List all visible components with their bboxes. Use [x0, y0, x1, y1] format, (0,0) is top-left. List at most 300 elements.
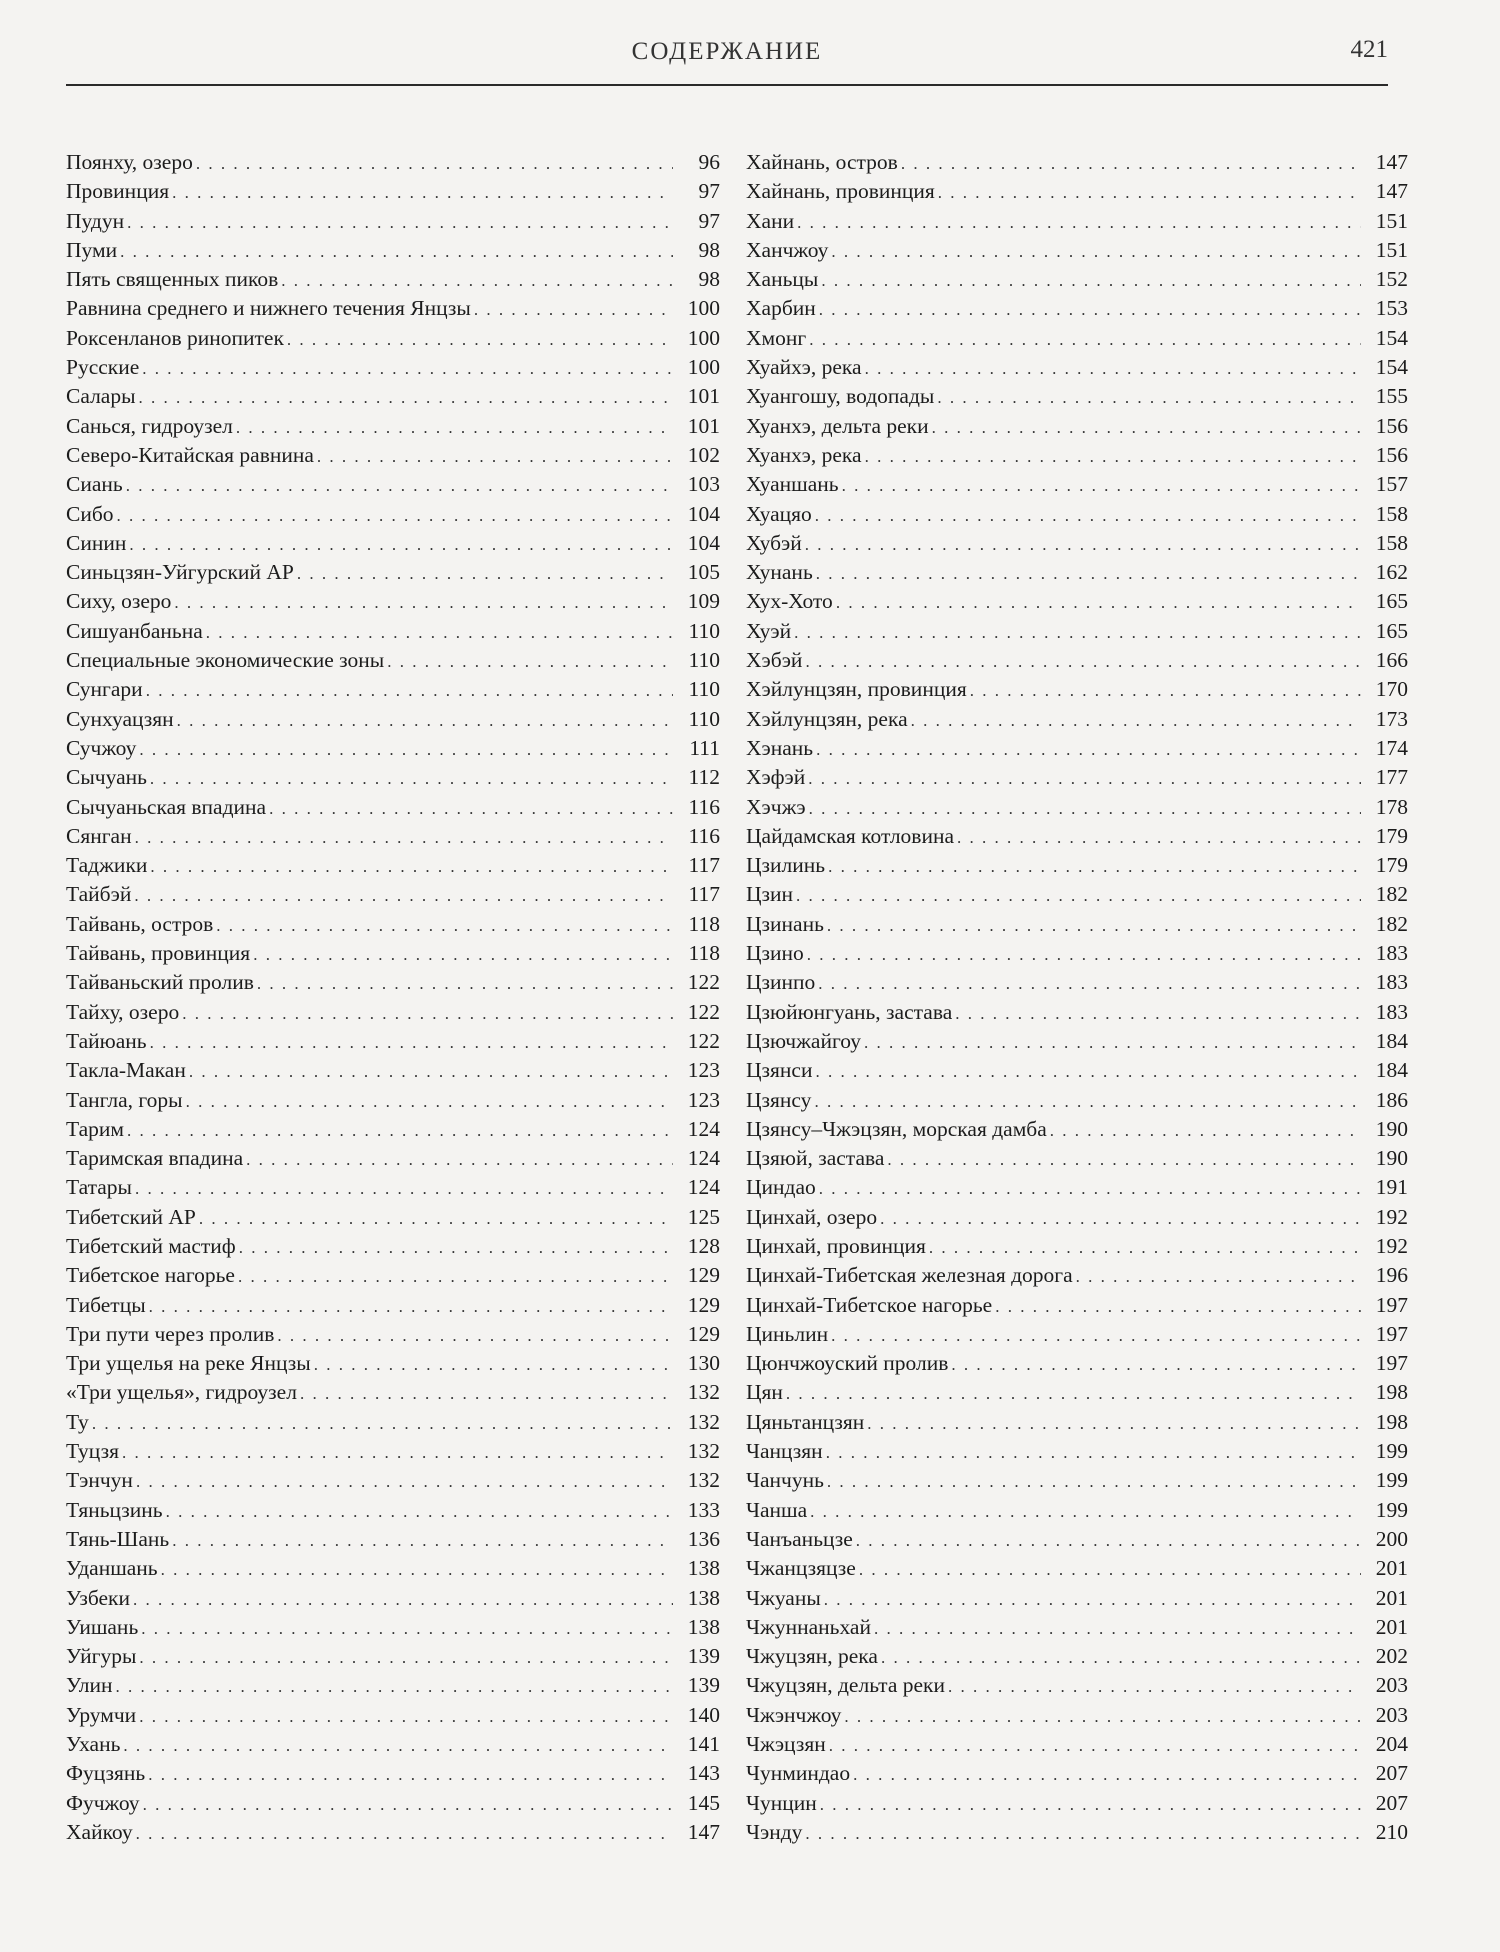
index-entry	[746, 177, 1408, 206]
index-entry	[746, 1437, 1408, 1466]
dot-leader	[172, 178, 673, 207]
dot-leader	[911, 706, 1361, 735]
entry-name: Ту	[66, 1409, 89, 1434]
index-entry	[66, 558, 720, 587]
dot-leader	[117, 501, 673, 530]
index-entry	[66, 529, 720, 558]
entry-name: Цзин	[746, 882, 794, 907]
entry-name: Уданшань	[66, 1556, 158, 1581]
entry-page-number: 104	[687, 501, 720, 526]
entry-name: Пуми	[66, 237, 118, 262]
entry-page-number: 128	[687, 1233, 720, 1258]
entry-page-number: 192	[1375, 1204, 1408, 1229]
index-entry	[746, 441, 1408, 470]
dot-leader	[317, 442, 673, 471]
entry-name: Чжуаны	[746, 1585, 821, 1610]
index-entry	[66, 705, 720, 734]
dot-leader	[139, 383, 673, 412]
index-entry	[746, 1115, 1408, 1144]
index-entry	[66, 1496, 720, 1525]
index-entry	[66, 1554, 720, 1583]
dot-leader	[807, 940, 1361, 969]
index-entry	[66, 734, 720, 763]
entry-page-number: 170	[1375, 677, 1408, 702]
entry-page-number: 98	[698, 237, 720, 262]
entry-name: Чэнду	[746, 1819, 803, 1844]
entry-name: Хэйлунцзян, провинция	[746, 677, 967, 702]
entry-page-number: 100	[687, 355, 720, 380]
index-entry	[66, 1261, 720, 1290]
dot-leader	[831, 1321, 1361, 1350]
page-number: 421	[1350, 36, 1388, 63]
entry-page-number: 155	[1375, 384, 1408, 409]
entry-name: Ханьцы	[746, 267, 819, 292]
entry-page-number: 132	[687, 1409, 720, 1434]
entry-page-number: 97	[698, 179, 720, 204]
index-entry	[746, 1613, 1408, 1642]
entry-name: Хайкоу	[66, 1819, 133, 1844]
dot-leader	[786, 1379, 1361, 1408]
entry-name: Синин	[66, 530, 127, 555]
entry-name: Три ущелья на реке Янцзы	[66, 1351, 311, 1376]
index-entry	[746, 851, 1408, 880]
dot-leader	[142, 354, 673, 383]
entry-page-number: 147	[687, 1819, 720, 1844]
dot-leader	[805, 1819, 1361, 1848]
index-entry	[746, 939, 1408, 968]
entry-name: Тибетцы	[66, 1292, 146, 1317]
entry-page-number: 122	[687, 1028, 720, 1053]
entry-name: Сычуаньская впадина	[66, 794, 267, 819]
index-entry	[746, 675, 1408, 704]
index-entry	[746, 1730, 1408, 1759]
entry-page-number: 179	[1375, 853, 1408, 878]
index-entry	[66, 793, 720, 822]
entry-page-number: 122	[687, 999, 720, 1024]
index-entry	[746, 207, 1408, 236]
entry-name: Тайбэй	[66, 882, 132, 907]
index-entry	[66, 1232, 720, 1261]
index-entry	[746, 1320, 1408, 1349]
dot-leader	[864, 1028, 1361, 1057]
index-entry	[66, 470, 720, 499]
dot-leader	[938, 178, 1361, 207]
dot-leader	[123, 1731, 673, 1760]
entry-page-number: 154	[1375, 325, 1408, 350]
entry-name: Санься, гидроузел	[66, 413, 233, 438]
dot-leader	[853, 1760, 1361, 1789]
index-entry	[66, 1144, 720, 1173]
dot-leader	[122, 1438, 673, 1467]
dot-leader	[314, 1350, 673, 1379]
index-entry	[746, 1291, 1408, 1320]
dot-leader	[824, 1585, 1361, 1614]
entry-name: Чанша	[746, 1497, 808, 1522]
index-entry	[66, 1613, 720, 1642]
dot-leader	[818, 969, 1361, 998]
entry-page-number: 174	[1375, 735, 1408, 760]
entry-name: Чжэцзян	[746, 1732, 826, 1757]
entry-page-number: 178	[1375, 794, 1408, 819]
entry-page-number: 202	[1375, 1644, 1408, 1669]
index-entry	[746, 412, 1408, 441]
index-entry	[746, 1525, 1408, 1554]
entry-name: Поянху, озеро	[66, 150, 193, 174]
entry-page-number: 165	[1375, 618, 1408, 643]
index-entry	[746, 1261, 1408, 1290]
index-entry	[746, 236, 1408, 265]
index-entry	[746, 1408, 1408, 1437]
dot-leader	[948, 1672, 1361, 1701]
entry-page-number: 190	[1375, 1146, 1408, 1171]
dot-leader	[821, 266, 1361, 295]
entry-name: Хмонг	[746, 325, 807, 350]
index-entry	[66, 412, 720, 441]
entry-page-number: 98	[698, 267, 720, 292]
entry-page-number: 124	[687, 1116, 720, 1141]
entry-name: Роксенланов ринопитек	[66, 325, 284, 350]
entry-name: Цюнчжоуский пролив	[746, 1351, 949, 1376]
entry-page-number: 109	[687, 589, 720, 614]
entry-name: Цзино	[746, 941, 804, 966]
entry-name: Пудун	[66, 208, 125, 233]
entry-page-number: 198	[1375, 1380, 1408, 1405]
dot-leader	[957, 823, 1361, 852]
entry-name: Цинхай, провинция	[746, 1233, 926, 1258]
entry-name: Синьцзян-Уйгурский АР	[66, 560, 294, 585]
entry-page-number: 132	[687, 1468, 720, 1493]
index-entry	[746, 1378, 1408, 1407]
entry-name: Хайнань, остров	[746, 150, 898, 174]
entry-page-number: 125	[687, 1204, 720, 1229]
dot-leader	[794, 618, 1361, 647]
dot-leader	[166, 1497, 673, 1526]
dot-leader	[127, 208, 673, 237]
index-entry	[746, 1086, 1408, 1115]
entry-name: Тибетский АР	[66, 1204, 196, 1229]
dot-leader	[277, 1321, 673, 1350]
entry-page-number: 177	[1375, 765, 1408, 790]
index-entry	[746, 353, 1408, 382]
index-entry	[746, 1584, 1408, 1613]
index-entry	[746, 646, 1408, 675]
dot-leader	[1076, 1262, 1361, 1291]
dot-leader	[827, 1467, 1361, 1496]
dot-leader	[281, 266, 673, 295]
dot-leader	[257, 969, 673, 998]
index-entry	[66, 675, 720, 704]
index-entry	[66, 236, 720, 265]
dot-leader	[139, 735, 673, 764]
entry-name: Чжанцзяцзе	[746, 1556, 856, 1581]
entry-name: Тангла, горы	[66, 1087, 183, 1112]
entry-page-number: 158	[1375, 501, 1408, 526]
dot-leader	[126, 471, 673, 500]
dot-leader	[239, 1233, 673, 1262]
dot-leader	[134, 881, 673, 910]
entry-page-number: 199	[1375, 1497, 1408, 1522]
entry-name: Русские	[66, 355, 140, 380]
index-entry	[66, 587, 720, 616]
entry-page-number: 118	[688, 941, 720, 966]
index-entry	[746, 1554, 1408, 1583]
index-entry	[66, 265, 720, 294]
entry-name: Улин	[66, 1673, 113, 1698]
dot-leader	[874, 1614, 1361, 1643]
dot-leader	[865, 442, 1361, 471]
entry-page-number: 112	[688, 765, 720, 790]
dot-leader	[177, 706, 673, 735]
entry-name: Фуцзянь	[66, 1761, 146, 1786]
entry-page-number: 139	[687, 1644, 720, 1669]
entry-page-number: 139	[687, 1673, 720, 1698]
entry-page-number: 200	[1375, 1526, 1408, 1551]
index-entry	[66, 1056, 720, 1085]
dot-leader	[867, 1409, 1361, 1438]
entry-page-number: 124	[687, 1175, 720, 1200]
entry-page-number: 101	[687, 413, 720, 438]
dot-leader	[161, 1555, 673, 1584]
entry-name: Тайху, озеро	[66, 999, 180, 1024]
index-entry	[66, 910, 720, 939]
entry-name: Цинхай-Тибетская железная дорога	[746, 1263, 1073, 1288]
index-entry	[66, 382, 720, 411]
entry-page-number: 138	[687, 1585, 720, 1610]
dot-leader	[287, 325, 673, 354]
index-entry	[66, 851, 720, 880]
dot-leader	[133, 1585, 673, 1614]
dot-leader	[189, 1057, 673, 1086]
entry-page-number: 124	[687, 1146, 720, 1171]
dot-leader	[880, 1204, 1361, 1233]
dot-leader	[135, 823, 673, 852]
dot-leader	[139, 1702, 673, 1731]
dot-leader	[955, 999, 1361, 1028]
entry-name: Сишуанбаньна	[66, 618, 203, 643]
dot-leader	[146, 676, 673, 705]
index-entry	[66, 1086, 720, 1115]
dot-leader	[143, 1790, 673, 1819]
dot-leader	[816, 559, 1361, 588]
entry-name: Цян	[746, 1380, 783, 1405]
entry-name: Хэфэй	[746, 765, 806, 790]
dot-leader	[238, 1262, 673, 1291]
entry-name: Тяньцзинь	[66, 1497, 163, 1522]
dot-leader	[141, 1614, 673, 1643]
entry-name: Цзинань	[746, 911, 824, 936]
dot-leader	[150, 1028, 673, 1057]
dot-leader	[139, 1643, 673, 1672]
page-title: СОДЕРЖАНИЕ	[631, 38, 823, 65]
dot-leader	[881, 1643, 1361, 1672]
entry-page-number: 186	[1375, 1087, 1408, 1112]
dot-leader	[186, 1087, 673, 1116]
entry-name: Тайвань, провинция	[66, 941, 251, 966]
dot-leader	[809, 325, 1361, 354]
entry-name: Салары	[66, 384, 136, 409]
entry-page-number: 184	[1375, 1028, 1408, 1053]
index-entry	[746, 1144, 1408, 1173]
index-entry	[66, 1671, 720, 1700]
dot-leader	[246, 1145, 673, 1174]
dot-leader	[816, 735, 1361, 764]
dot-leader	[796, 881, 1361, 910]
entry-page-number: 190	[1375, 1116, 1408, 1141]
page-header	[66, 20, 1388, 86]
entry-name: Хуайхэ, река	[746, 355, 862, 380]
dot-leader	[120, 237, 673, 266]
index-entry	[746, 500, 1408, 529]
dot-leader	[182, 999, 673, 1028]
entry-name: Хэбэй	[746, 648, 803, 673]
index-entry	[746, 382, 1408, 411]
dot-leader	[970, 676, 1361, 705]
index-entry	[746, 910, 1408, 939]
entry-name: Сычуань	[66, 765, 147, 790]
index-entry	[746, 294, 1408, 323]
entry-name: Уишань	[66, 1614, 139, 1639]
entry-page-number: 100	[687, 325, 720, 350]
entry-name: Тибетское нагорье	[66, 1263, 235, 1288]
entry-name: Хуаншань	[746, 472, 839, 497]
entry-page-number: 129	[687, 1292, 720, 1317]
index-entry	[746, 1818, 1408, 1847]
dot-leader	[831, 237, 1361, 266]
entry-name: Цяньтанцзян	[746, 1409, 865, 1434]
entry-page-number: 199	[1375, 1468, 1408, 1493]
entry-page-number: 147	[1375, 179, 1408, 204]
index-entry	[66, 1789, 720, 1818]
index-entry	[746, 1642, 1408, 1671]
dot-leader	[814, 1087, 1361, 1116]
entry-name: Хубэй	[746, 530, 802, 555]
entry-name: Хуанхэ, река	[746, 442, 862, 467]
entry-name: Равнина среднего и нижнего течения Янцзы	[66, 296, 471, 321]
entry-page-number: 110	[688, 648, 720, 673]
entry-page-number: 183	[1375, 970, 1408, 995]
entry-name: Сиань	[66, 472, 123, 497]
entry-name: Хайнань, провинция	[746, 179, 935, 204]
index-entry	[746, 793, 1408, 822]
entry-page-number: 117	[688, 853, 720, 878]
dot-leader	[932, 413, 1361, 442]
entry-name: Цзянсу–Чжэцзян, морская дамба	[746, 1116, 1047, 1141]
entry-page-number: 110	[688, 706, 720, 731]
entry-name: Чанчунь	[746, 1468, 824, 1493]
dot-leader	[951, 1350, 1361, 1379]
index-entry	[746, 734, 1408, 763]
index-entry	[66, 1759, 720, 1788]
entry-name: Таримская впадина	[66, 1146, 244, 1171]
entry-page-number: 100	[687, 296, 720, 321]
dot-leader	[929, 1233, 1361, 1262]
entry-page-number: 207	[1375, 1790, 1408, 1815]
dot-leader	[859, 1555, 1361, 1584]
entry-name: Узбеки	[66, 1585, 130, 1610]
dot-leader	[150, 764, 673, 793]
index-entry	[746, 1232, 1408, 1261]
entry-name: Цзилинь	[746, 853, 826, 878]
dot-leader	[196, 149, 673, 178]
dot-leader	[820, 1790, 1361, 1819]
entry-page-number: 102	[687, 442, 720, 467]
dot-leader	[92, 1409, 673, 1438]
entry-name: Чанъаньцзе	[746, 1526, 853, 1551]
entry-name: Хух-Хото	[746, 589, 833, 614]
index-entry	[66, 353, 720, 382]
entry-name: Хэчжэ	[746, 794, 806, 819]
entry-name: Хуэй	[746, 618, 792, 643]
entry-page-number: 132	[687, 1380, 720, 1405]
entry-name: Тэнчун	[66, 1468, 133, 1493]
dot-leader	[808, 764, 1361, 793]
dot-leader	[995, 1292, 1361, 1321]
dot-leader	[236, 413, 673, 442]
entry-name: Таджики	[66, 853, 148, 878]
entry-page-number: 129	[687, 1263, 720, 1288]
index-entry	[746, 1203, 1408, 1232]
entry-name: Три пути через пролив	[66, 1321, 275, 1346]
dot-leader	[149, 1292, 673, 1321]
entry-name: Тайвань, остров	[66, 911, 214, 936]
entry-name: Ухань	[66, 1732, 121, 1757]
entry-page-number: 133	[687, 1497, 720, 1522]
dot-leader	[937, 383, 1361, 412]
entry-name: Пять священных пиков	[66, 267, 279, 292]
entry-name: Хуацяо	[746, 501, 812, 526]
dot-leader	[844, 1702, 1361, 1731]
entry-name: Сунгари	[66, 677, 143, 702]
entry-page-number: 141	[687, 1732, 720, 1757]
entry-name: Харбин	[746, 296, 816, 321]
dot-leader	[135, 1174, 673, 1203]
index-entry	[746, 558, 1408, 587]
entry-name: Чунцин	[746, 1790, 817, 1815]
dot-leader	[797, 208, 1361, 237]
entry-name: Цзяюй, застава	[746, 1146, 885, 1171]
entry-page-number: 196	[1375, 1263, 1408, 1288]
dot-leader	[809, 794, 1361, 823]
dot-leader	[805, 647, 1361, 676]
dot-leader	[148, 1760, 673, 1789]
entry-page-number: 116	[688, 794, 720, 819]
index-entry	[746, 1466, 1408, 1495]
entry-page-number: 203	[1375, 1702, 1408, 1727]
entry-page-number: 145	[687, 1790, 720, 1815]
index-entry	[746, 1701, 1408, 1730]
dot-leader	[819, 295, 1361, 324]
index-entry	[66, 646, 720, 675]
index-entry	[746, 763, 1408, 792]
dot-leader	[300, 1379, 673, 1408]
dot-leader	[836, 588, 1361, 617]
entry-name: Цзинпо	[746, 970, 816, 995]
entry-page-number: 110	[688, 618, 720, 643]
entry-page-number: 183	[1375, 999, 1408, 1024]
entry-name: Чжуцзян, дельта реки	[746, 1673, 946, 1698]
entry-name: Чанцзян	[746, 1439, 823, 1464]
index-entry	[66, 1730, 720, 1759]
entry-page-number: 136	[687, 1526, 720, 1551]
entry-name: Сибо	[66, 501, 114, 526]
entry-page-number: 111	[689, 735, 720, 760]
index-entry	[66, 1408, 720, 1437]
dot-leader	[269, 794, 673, 823]
index-entry	[66, 1115, 720, 1144]
entry-page-number: 143	[687, 1761, 720, 1786]
entry-page-number: 147	[1375, 150, 1408, 174]
entry-name: Хуанхэ, дельта реки	[746, 413, 929, 438]
